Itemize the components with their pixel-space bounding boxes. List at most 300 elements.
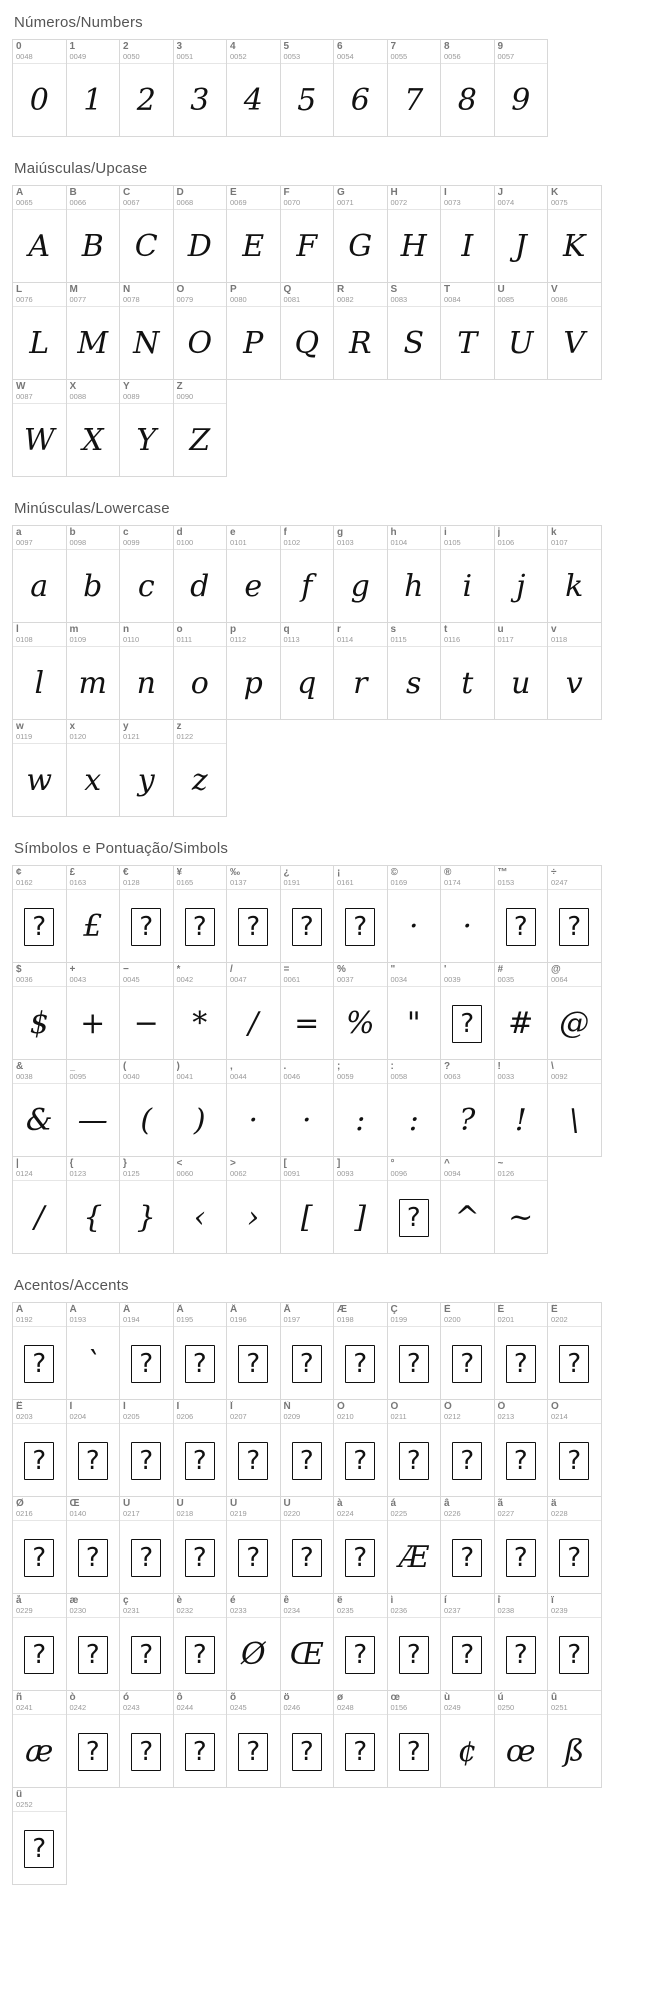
glyph-cell[interactable]	[440, 1399, 495, 1497]
glyph-cell[interactable]	[280, 1496, 335, 1594]
glyph-name: K	[551, 187, 559, 198]
glyph-cell[interactable]	[119, 1690, 174, 1788]
glyph-cell[interactable]	[280, 622, 335, 720]
glyph-preview	[388, 307, 441, 380]
glyph-cell[interactable]	[547, 1399, 602, 1497]
glyph-name: R	[337, 284, 345, 295]
glyph-cell[interactable]	[226, 1399, 281, 1497]
glyph-name: ñ	[16, 1692, 23, 1703]
missing-glyph-box: ?	[131, 1636, 161, 1674]
glyph-character: f	[301, 568, 313, 604]
glyph-code: 0046	[283, 1072, 301, 1081]
glyph-name: ô	[176, 1692, 183, 1703]
glyph-character: æ	[25, 1733, 54, 1769]
glyph-cell[interactable]	[440, 185, 495, 283]
glyph-code: 0040	[123, 1072, 140, 1081]
glyph-cell[interactable]	[173, 525, 228, 623]
glyph-preview	[281, 1181, 334, 1254]
glyph-cell[interactable]	[494, 1302, 549, 1400]
glyph-header	[548, 1060, 601, 1084]
glyph-cell[interactable]	[547, 1059, 602, 1157]
glyph-cell[interactable]	[440, 1156, 495, 1254]
glyph-character: N	[133, 325, 160, 361]
glyph-header	[227, 1497, 280, 1521]
glyph-cell[interactable]	[387, 1059, 442, 1157]
glyph-code: 0233	[230, 1606, 247, 1615]
glyph-cell[interactable]	[119, 282, 174, 380]
glyph-cell[interactable]	[226, 185, 281, 283]
glyph-name: Q	[283, 284, 292, 295]
glyph-cell[interactable]	[440, 1593, 495, 1691]
glyph-cell[interactable]	[333, 962, 388, 1060]
glyph-cell[interactable]	[119, 1302, 174, 1400]
glyph-cell[interactable]	[547, 962, 602, 1060]
glyph-header	[13, 380, 66, 404]
glyph-cell[interactable]	[66, 622, 121, 720]
glyph-cell[interactable]	[280, 1156, 335, 1254]
glyph-character: x	[84, 762, 102, 798]
glyph-cell[interactable]	[387, 282, 442, 380]
glyph-cell[interactable]	[119, 39, 174, 137]
glyph-cell[interactable]	[333, 622, 388, 720]
glyph-cell[interactable]	[66, 1399, 121, 1497]
glyph-name: r	[337, 624, 341, 635]
glyph-code: 0108	[16, 635, 33, 644]
glyph-preview	[334, 1715, 387, 1788]
glyph-name: ã	[497, 1498, 504, 1509]
glyph-cell[interactable]	[12, 1496, 67, 1594]
glyph-character: u	[511, 665, 531, 701]
glyph-cell[interactable]	[547, 622, 602, 720]
glyph-code: 0074	[497, 198, 515, 207]
glyph-preview	[441, 1181, 494, 1254]
glyph-code: 0199	[390, 1315, 408, 1324]
glyph-cell[interactable]	[280, 962, 335, 1060]
glyph-cell[interactable]	[173, 962, 228, 1060]
glyph-name: )	[176, 1061, 180, 1072]
glyph-cell[interactable]	[12, 525, 67, 623]
glyph-name: {	[69, 1158, 74, 1169]
glyph-cell[interactable]	[12, 1302, 67, 1400]
glyph-preview	[548, 210, 601, 283]
glyph-name: P	[230, 284, 237, 295]
missing-glyph-box: ?	[506, 908, 536, 946]
glyph-name: I	[444, 187, 447, 198]
glyph-header	[120, 1157, 173, 1181]
glyph-cell[interactable]	[66, 525, 121, 623]
glyph-cell[interactable]	[226, 1059, 281, 1157]
glyph-cell[interactable]	[494, 39, 549, 137]
glyph-name: *	[176, 964, 181, 975]
glyph-cell[interactable]	[226, 962, 281, 1060]
glyph-cell[interactable]	[12, 1690, 67, 1788]
glyph-header	[67, 623, 120, 647]
glyph-code: 0252	[16, 1800, 33, 1809]
glyph-header	[67, 40, 120, 64]
glyph-cell[interactable]	[12, 185, 67, 283]
glyph-header	[281, 1691, 334, 1715]
glyph-name: ¥	[176, 867, 183, 878]
glyph-name: Ï	[230, 1401, 233, 1412]
glyph-cell[interactable]	[280, 1059, 335, 1157]
glyph-cell[interactable]	[173, 719, 228, 817]
glyph-cell[interactable]	[119, 1496, 174, 1594]
glyph-preview	[441, 550, 494, 623]
glyph-cell[interactable]	[280, 1302, 335, 1400]
glyph-code: 0038	[16, 1072, 33, 1081]
glyph-cell[interactable]	[547, 1496, 602, 1594]
glyph-code: 0045	[123, 975, 140, 984]
glyph-preview	[174, 404, 227, 477]
glyph-preview	[120, 1327, 173, 1400]
glyph-cell[interactable]	[547, 282, 602, 380]
glyph-code: 0037	[337, 975, 354, 984]
glyph-cell[interactable]	[66, 1156, 121, 1254]
glyph-cell[interactable]	[66, 1059, 121, 1157]
glyph-preview	[67, 210, 120, 283]
glyph-header	[281, 186, 334, 210]
glyph-cell[interactable]	[547, 185, 602, 283]
glyph-preview	[227, 987, 280, 1060]
glyph-preview	[227, 1521, 280, 1594]
glyph-cell[interactable]	[333, 1399, 388, 1497]
glyph-cell[interactable]	[66, 1302, 121, 1400]
glyph-header	[227, 1157, 280, 1181]
glyph-cell[interactable]	[173, 1399, 228, 1497]
glyph-cell[interactable]	[280, 1690, 335, 1788]
glyph-cell[interactable]	[12, 1593, 67, 1691]
glyph-header	[120, 1594, 173, 1618]
glyph-preview	[548, 1521, 601, 1594]
glyph-cell[interactable]	[494, 1593, 549, 1691]
glyph-cell[interactable]	[226, 282, 281, 380]
glyph-cell[interactable]	[547, 1302, 602, 1400]
glyph-preview	[174, 1521, 227, 1594]
glyph-cell[interactable]	[280, 865, 335, 963]
glyph-preview	[441, 1618, 494, 1691]
glyph-cell[interactable]	[173, 39, 228, 137]
glyph-name: Ù	[123, 1498, 131, 1509]
glyph-code: 0107	[551, 538, 568, 547]
glyph-name: ù	[444, 1692, 451, 1703]
glyph-code: 0213	[497, 1412, 515, 1421]
glyph-preview	[334, 64, 387, 137]
glyph-cell[interactable]	[333, 1059, 388, 1157]
glyph-cell[interactable]	[119, 962, 174, 1060]
glyph-preview	[548, 890, 601, 963]
glyph-cell[interactable]	[494, 1690, 549, 1788]
glyph-cell[interactable]	[119, 525, 174, 623]
glyph-cell[interactable]	[173, 1690, 228, 1788]
glyph-cell[interactable]	[440, 39, 495, 137]
glyph-header	[67, 526, 120, 550]
glyph-cell[interactable]	[387, 39, 442, 137]
glyph-cell[interactable]	[494, 1156, 549, 1254]
glyph-name: Á	[69, 1304, 77, 1315]
glyph-code: 0194	[123, 1315, 140, 1324]
glyph-cell[interactable]	[66, 1690, 121, 1788]
glyph-name: /	[230, 964, 233, 975]
glyph-code: 0162	[16, 878, 33, 887]
glyph-cell[interactable]	[333, 282, 388, 380]
glyph-cell[interactable]	[173, 865, 228, 963]
glyph-name: p	[230, 624, 237, 635]
glyph-cell[interactable]	[119, 622, 174, 720]
missing-glyph-box: ?	[24, 1636, 54, 1674]
glyph-cell[interactable]	[494, 865, 549, 963]
glyph-cell[interactable]	[173, 1059, 228, 1157]
glyph-code: 0109	[69, 635, 87, 644]
glyph-cell[interactable]	[226, 1496, 281, 1594]
glyph-header	[548, 1303, 601, 1327]
glyph-character: X	[82, 422, 104, 458]
glyph-cell[interactable]	[66, 185, 121, 283]
glyph-cell[interactable]	[173, 379, 228, 477]
glyph-header	[495, 1400, 548, 1424]
glyph-cell[interactable]	[440, 962, 495, 1060]
glyph-cell[interactable]	[12, 719, 67, 817]
missing-glyph-box: ?	[292, 1442, 322, 1480]
glyph-cell[interactable]	[119, 865, 174, 963]
glyph-cell[interactable]	[173, 1156, 228, 1254]
glyph-cell[interactable]	[387, 1593, 442, 1691]
glyph-cell[interactable]	[12, 622, 67, 720]
glyph-cell[interactable]	[494, 1059, 549, 1157]
glyph-cell[interactable]	[387, 962, 442, 1060]
glyph-header	[388, 1691, 441, 1715]
glyph-cell[interactable]	[226, 622, 281, 720]
glyph-cell[interactable]	[280, 282, 335, 380]
glyph-cell[interactable]	[547, 1690, 602, 1788]
glyph-cell[interactable]	[119, 719, 174, 817]
glyph-preview	[281, 987, 334, 1060]
missing-glyph-box: ?	[345, 1636, 375, 1674]
glyph-cell[interactable]	[494, 1496, 549, 1594]
glyph-cell[interactable]	[387, 525, 442, 623]
missing-glyph-box: ?	[131, 1345, 161, 1383]
glyph-cell[interactable]	[387, 622, 442, 720]
glyph-cell[interactable]	[387, 1496, 442, 1594]
glyph-code: 0174	[444, 878, 461, 887]
glyph-cell[interactable]	[494, 185, 549, 283]
glyph-name: ø	[337, 1692, 344, 1703]
glyph-cell[interactable]	[387, 865, 442, 963]
glyph-character: h	[404, 568, 424, 604]
glyph-character: p	[243, 665, 263, 701]
glyph-character: V	[563, 325, 586, 361]
glyph-header	[441, 963, 494, 987]
glyph-character: J	[514, 228, 527, 264]
glyph-cell[interactable]	[387, 185, 442, 283]
glyph-preview	[174, 1181, 227, 1254]
glyph-header	[441, 1303, 494, 1327]
glyph-character: e	[244, 568, 263, 604]
glyph-cell[interactable]	[119, 1059, 174, 1157]
glyph-code: 0102	[283, 538, 301, 547]
glyph-code: 0217	[123, 1509, 140, 1518]
glyph-name: x	[69, 721, 76, 732]
glyph-cell[interactable]	[333, 525, 388, 623]
glyph-cell[interactable]	[494, 622, 549, 720]
glyph-preview	[495, 1715, 548, 1788]
glyph-cell[interactable]	[119, 1399, 174, 1497]
glyph-cell[interactable]	[494, 282, 549, 380]
glyph-preview	[67, 64, 120, 137]
glyph-cell[interactable]	[440, 865, 495, 963]
glyph-cell[interactable]	[12, 282, 67, 380]
glyph-cell[interactable]	[119, 379, 174, 477]
glyph-cell[interactable]	[66, 962, 121, 1060]
glyph-preview	[120, 1521, 173, 1594]
glyph-cell[interactable]	[387, 1156, 442, 1254]
glyph-cell[interactable]	[333, 185, 388, 283]
glyph-cell[interactable]	[440, 1059, 495, 1157]
glyph-cell[interactable]	[66, 865, 121, 963]
glyph-preview	[388, 890, 441, 963]
glyph-cell[interactable]	[280, 525, 335, 623]
glyph-cell[interactable]	[226, 1593, 281, 1691]
glyph-cell[interactable]	[547, 525, 602, 623]
glyph-cell[interactable]	[440, 1690, 495, 1788]
glyph-character: r	[353, 665, 368, 701]
glyph-cell[interactable]	[226, 865, 281, 963]
glyph-cell[interactable]	[12, 1059, 67, 1157]
glyph-name: i	[444, 527, 447, 538]
glyph-preview	[388, 550, 441, 623]
glyph-cell[interactable]	[12, 1156, 67, 1254]
glyph-code: 0105	[444, 538, 461, 547]
glyph-header	[174, 1497, 227, 1521]
glyph-cell[interactable]	[440, 282, 495, 380]
glyph-header	[174, 720, 227, 744]
glyph-cell[interactable]	[280, 39, 335, 137]
glyph-cell[interactable]	[280, 1593, 335, 1691]
glyph-cell[interactable]	[119, 1156, 174, 1254]
glyph-cell[interactable]	[494, 1399, 549, 1497]
glyph-cell[interactable]	[173, 1496, 228, 1594]
glyph-cell[interactable]	[333, 1302, 388, 1400]
glyph-cell[interactable]	[440, 622, 495, 720]
section-title: Acentos/Accents	[14, 1277, 129, 1294]
glyph-code: 0197	[283, 1315, 301, 1324]
glyph-cell[interactable]	[333, 1593, 388, 1691]
glyph-cell[interactable]	[333, 1156, 388, 1254]
section-title: Números/Numbers	[14, 14, 143, 31]
glyph-cell[interactable]	[12, 1787, 67, 1885]
glyph-cell[interactable]	[333, 865, 388, 963]
glyph-code: 0049	[69, 52, 87, 61]
glyph-character: 7	[404, 82, 424, 118]
glyph-cell[interactable]	[66, 719, 121, 817]
glyph-cell[interactable]	[66, 1593, 121, 1691]
glyph-header	[441, 1157, 494, 1181]
glyph-character: 2	[136, 82, 156, 118]
glyph-character: −	[133, 1005, 159, 1041]
glyph-cell[interactable]	[66, 282, 121, 380]
glyph-cell[interactable]	[12, 962, 67, 1060]
glyph-cell[interactable]	[494, 525, 549, 623]
glyph-name: "	[390, 964, 396, 975]
missing-glyph-box: ?	[399, 1199, 429, 1237]
glyph-cell[interactable]	[12, 39, 67, 137]
glyph-name: S	[390, 284, 398, 295]
glyph-name: ê	[283, 1595, 290, 1606]
glyph-cell[interactable]	[173, 1593, 228, 1691]
glyph-cell[interactable]	[66, 1496, 121, 1594]
glyph-character: 4	[243, 82, 263, 118]
glyph-cell[interactable]	[547, 865, 602, 963]
glyph-cell[interactable]	[387, 1399, 442, 1497]
glyph-name: Æ	[337, 1304, 347, 1315]
glyph-cell[interactable]	[119, 185, 174, 283]
section-title: Maiúsculas/Upcase	[14, 160, 148, 177]
glyph-code: 0121	[123, 732, 140, 741]
glyph-header	[495, 40, 548, 64]
glyph-cell[interactable]	[226, 1690, 281, 1788]
glyph-cell[interactable]	[494, 962, 549, 1060]
glyph-cell[interactable]	[173, 1302, 228, 1400]
glyph-cell[interactable]	[12, 865, 67, 963]
glyph-cell[interactable]	[119, 1593, 174, 1691]
glyph-cell[interactable]	[226, 39, 281, 137]
glyph-header	[174, 963, 227, 987]
glyph-header	[334, 1400, 387, 1424]
glyph-cell[interactable]	[173, 185, 228, 283]
glyph-name: !	[497, 1061, 501, 1072]
glyph-code: 0250	[497, 1703, 515, 1712]
glyph-cell[interactable]	[66, 379, 121, 477]
glyph-cell[interactable]	[12, 379, 67, 477]
glyph-cell[interactable]	[12, 1399, 67, 1497]
glyph-character: *	[192, 1005, 208, 1041]
glyph-character: (	[140, 1102, 153, 1138]
glyph-name: ë	[337, 1595, 343, 1606]
glyph-cell[interactable]	[173, 282, 228, 380]
glyph-code: 0081	[283, 295, 301, 304]
glyph-map-page	[0, 14, 661, 1914]
glyph-cell[interactable]	[226, 525, 281, 623]
glyph-code: 0053	[283, 52, 301, 61]
glyph-name: >	[230, 1158, 236, 1169]
glyph-cell[interactable]	[333, 1690, 388, 1788]
glyph-header	[174, 1691, 227, 1715]
glyph-name: Õ	[497, 1401, 506, 1412]
glyph-preview	[174, 1618, 227, 1691]
glyph-cell[interactable]	[226, 1156, 281, 1254]
glyph-cell[interactable]	[280, 185, 335, 283]
glyph-cell[interactable]	[333, 1496, 388, 1594]
glyph-cell[interactable]	[440, 1302, 495, 1400]
glyph-name: ú	[497, 1692, 504, 1703]
glyph-cell[interactable]	[387, 1690, 442, 1788]
missing-glyph-box: ?	[345, 908, 375, 946]
glyph-cell[interactable]	[440, 1496, 495, 1594]
glyph-cell[interactable]	[173, 622, 228, 720]
missing-glyph-box: ?	[345, 1442, 375, 1480]
glyph-name: l	[16, 624, 19, 635]
glyph-cell[interactable]	[226, 1302, 281, 1400]
glyph-name: o	[176, 624, 183, 635]
glyph-code: 0062	[230, 1169, 247, 1178]
glyph-cell[interactable]	[387, 1302, 442, 1400]
glyph-cell[interactable]	[66, 39, 121, 137]
glyph-header	[548, 1400, 601, 1424]
glyph-cell[interactable]	[547, 1593, 602, 1691]
glyph-cell[interactable]	[440, 525, 495, 623]
glyph-preview	[227, 550, 280, 623]
glyph-cell[interactable]	[333, 39, 388, 137]
glyph-cell[interactable]	[280, 1399, 335, 1497]
